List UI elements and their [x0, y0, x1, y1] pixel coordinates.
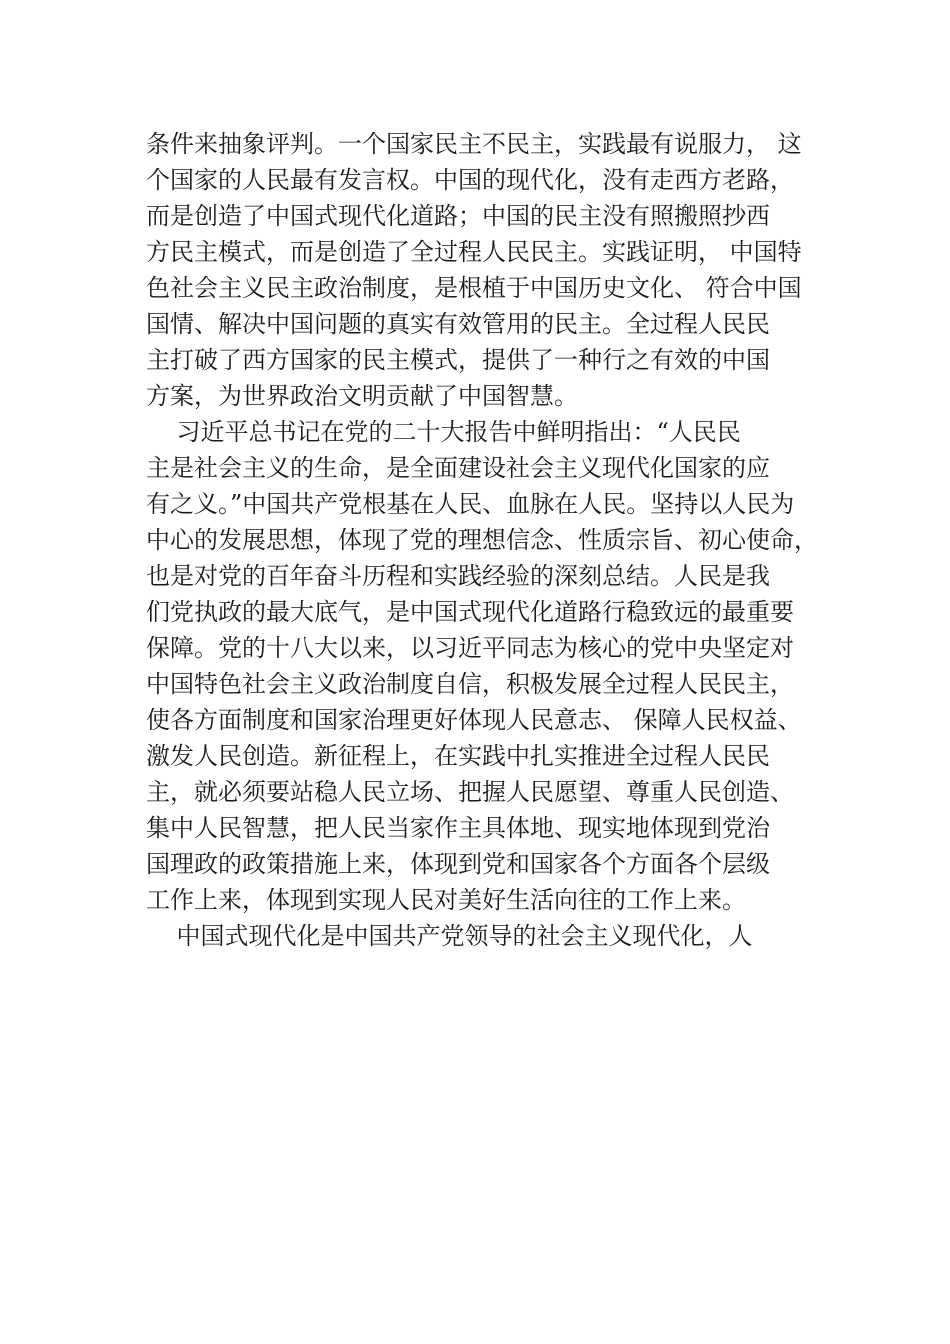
text-line: 也是对党的百年奋斗历程和实践经验的深刻总结。人民是我	[146, 562, 770, 590]
text-line: 色社会主义民主政治制度，是根植于中国历史文化、 符合中国	[146, 274, 802, 302]
text-line: 国理政的政策措施上来，体现到党和国家各个方面各个层级	[146, 850, 770, 878]
text-line: 集中人民智慧，把人民当家作主具体地、现实地体现到党治	[146, 814, 770, 842]
text-line: 中国式现代化是中国共产党领导的社会主义现代化，人	[146, 922, 753, 950]
text-line: 主打破了西方国家的民主模式，提供了一种行之有效的中国	[146, 346, 770, 374]
text-line: 激发人民创造。新征程上，在实践中扎实推进全过程人民民	[146, 742, 770, 770]
text-line: 国情、解决中国问题的真实有效管用的民主。全过程人民民	[146, 310, 770, 338]
text-line: 主是社会主义的生命，是全面建设社会主义现代化国家的应	[146, 454, 770, 482]
text-line: 使各方面制度和国家治理更好体现人民意志、 保障人民权益、	[146, 706, 802, 734]
text-line: 们党执政的最大底气，是中国式现代化道路行稳致远的最重要	[146, 598, 794, 626]
text-line: 中心的发展思想，体现了党的理想信念、性质宗旨、初心使命，	[146, 526, 818, 554]
text-line: 中国特色社会主义政治制度自信，积极发展全过程人民民主，	[146, 670, 794, 698]
text-line: 工作上来，体现到实现人民对美好生活向往的工作上来。	[146, 886, 746, 914]
text-line: 而是创造了中国式现代化道路；中国的民主没有照搬照抄西	[146, 202, 770, 230]
text-line: 保障。党的十八大以来，以习近平同志为核心的党中央坚定对	[146, 634, 794, 662]
body-text	[146, 126, 826, 954]
text-line: 方案，为世界政治文明贡献了中国智慧。	[146, 382, 578, 410]
text-line: 习近平总书记在党的二十大报告中鲜明指出：“人民民	[146, 418, 741, 446]
text-line: 主，就必须要站稳人民立场、把握人民愿望、尊重人民创造、	[146, 778, 794, 806]
text-line: 方民主模式，而是创造了全过程人民民主。实践证明， 中国特	[146, 238, 802, 266]
text-line: 条件来抽象评判。一个国家民主不民主，实践最有说服力， 这	[146, 130, 802, 158]
text-line: 个国家的人民最有发言权。中国的现代化，没有走西方老路，	[146, 166, 794, 194]
text-line: 有之义。”中国共产党根基在人民、血脉在人民。坚持以人民为	[146, 490, 795, 518]
